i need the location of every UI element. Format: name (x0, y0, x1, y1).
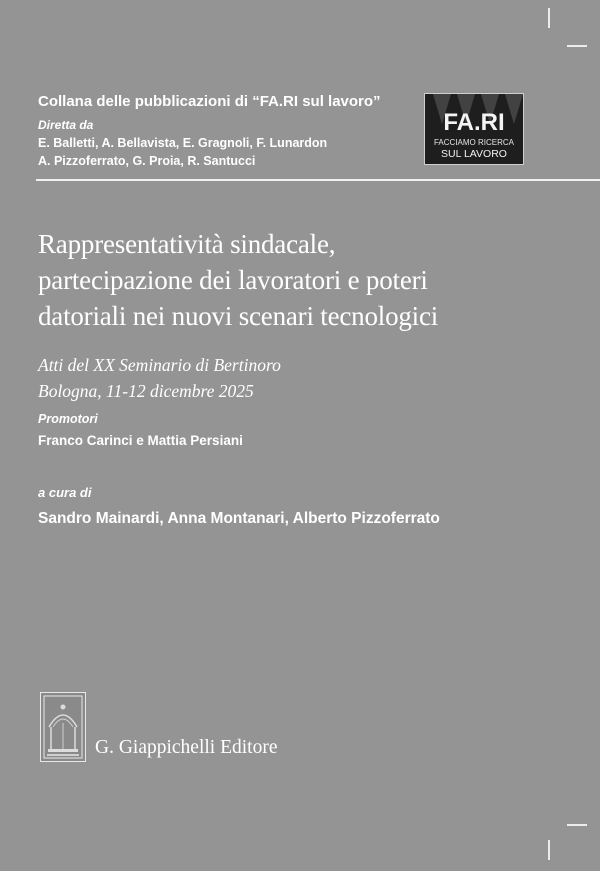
logo-wordmark: FA.RI (443, 109, 505, 136)
crop-mark (567, 45, 587, 47)
fari-logo (424, 93, 524, 165)
header-divider (36, 179, 600, 181)
book-title-line: partecipazione dei lavoratori e poteri (38, 265, 428, 295)
promoters-names: Franco Carinci e Mattia Persiani (38, 433, 243, 448)
series-title: Collana delle pubblicazioni di “FA.RI sul lavoro” (38, 93, 381, 110)
book-subtitle-line: Atti del XX Seminario di Bertinoro (38, 355, 281, 375)
publisher-emblem-icon (40, 692, 86, 762)
crop-mark (548, 8, 550, 28)
book-title (38, 226, 578, 334)
curators-names: Sandro Mainardi, Anna Montanari, Alberto Pizzoferrato (38, 510, 440, 527)
promoters-label: Promotori (38, 412, 98, 426)
book-title-line: datoriali nei nuovi scenari tecnologici (38, 301, 439, 331)
book-subtitle (38, 352, 281, 404)
publisher-name: G. Giappichelli Editore (95, 737, 278, 758)
series-editors-line: E. Balletti, A. Bellavista, E. Gragnoli, F. Lunardon (38, 136, 328, 150)
series-editors-line: A. Pizzoferrato, G. Proia, R. Santucci (38, 154, 256, 168)
directed-by-label: Diretta da (38, 118, 94, 132)
book-subtitle-line: Bologna, 11-12 dicembre 2025 (38, 381, 254, 401)
book-title-line: Rappresentatività sindacale, (38, 229, 336, 259)
series-header (38, 92, 418, 170)
crop-mark (548, 840, 550, 860)
curated-by-label: a cura di (38, 485, 92, 500)
logo-tagline-bottom: SUL LAVORO (441, 148, 507, 160)
logo-tagline-top: FACCIAMO RICERCA (433, 138, 514, 147)
crop-mark (567, 824, 587, 826)
